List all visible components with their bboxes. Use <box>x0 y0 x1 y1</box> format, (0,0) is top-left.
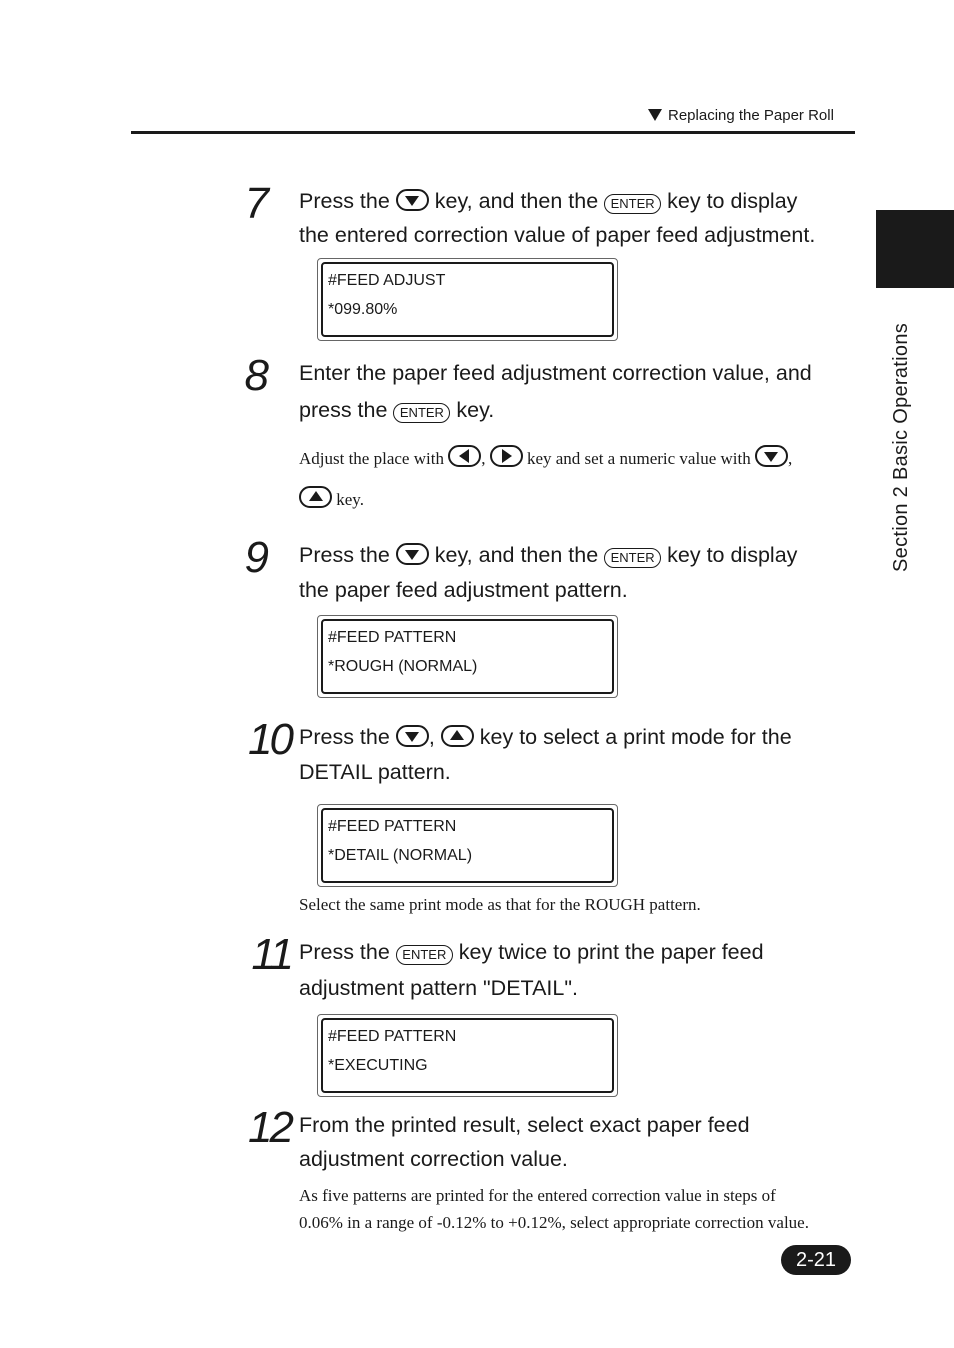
step-8-note-text: key and set a numeric value with <box>526 449 751 468</box>
step-7-text: key to display <box>667 189 798 213</box>
step-12-note-line-1: As five patterns are printed for the entered correction value in steps of <box>299 1186 776 1205</box>
left-key-icon <box>448 445 481 467</box>
enter-key-icon: ENTER <box>604 194 661 214</box>
step-7-line-2: the entered correction value of paper feed adjustment. <box>299 223 816 247</box>
step-8-number: 8 <box>244 351 266 400</box>
lcd-display-feed-pattern-executing <box>317 1014 618 1097</box>
section-tab <box>876 210 954 288</box>
step-9-line-1 <box>299 542 797 568</box>
lcd-display-feed-adjust <box>317 258 618 341</box>
header-title: Replacing the Paper Roll <box>668 107 834 124</box>
up-key-icon <box>441 725 474 747</box>
step-12-number: 12 <box>248 1103 291 1152</box>
step-11-line-2: adjustment pattern "DETAIL". <box>299 976 578 1000</box>
lcd-display-feed-pattern-rough <box>317 615 618 698</box>
step-7-line-1 <box>299 188 797 214</box>
lcd-display-feed-pattern-detail <box>317 804 618 887</box>
step-7-text: key, and then the <box>434 189 599 213</box>
down-key-icon <box>755 445 788 467</box>
step-10-text: Press the <box>299 725 390 749</box>
lcd-line-2: *099.80% <box>328 301 398 318</box>
up-key-icon <box>299 486 332 508</box>
step-8-note-text: Adjust the place with <box>299 449 444 468</box>
step-11-text: Press the <box>299 940 390 964</box>
enter-key-icon: ENTER <box>396 945 453 965</box>
step-8-note-text: key. <box>336 490 364 509</box>
step-12-note-line-2: 0.06% in a range of -0.12% to +0.12%, select appropriate correction value. <box>299 1213 809 1232</box>
step-10-line-2: DETAIL pattern. <box>299 760 451 784</box>
lcd-line-1: #FEED PATTERN <box>328 629 457 646</box>
step-7-number: 7 <box>244 179 266 228</box>
step-9-line-2: the paper feed adjustment pattern. <box>299 578 628 602</box>
step-11-line-1 <box>299 939 764 965</box>
step-9-text: Press the <box>299 543 390 567</box>
enter-key-icon: ENTER <box>393 403 450 423</box>
step-8-note-text: , <box>481 449 486 468</box>
step-8-note-line-2 <box>299 486 364 511</box>
step-10-text: key to select a print mode for the <box>479 725 792 749</box>
step-8-line-2 <box>299 397 494 423</box>
step-8-note-line-1 <box>299 445 792 470</box>
down-key-icon <box>396 189 429 211</box>
lcd-line-1: #FEED ADJUST <box>328 272 446 289</box>
section-label-text: Section 2 Basic Operations <box>890 322 912 572</box>
header-rule <box>131 131 855 134</box>
triangle-marker-icon <box>648 109 662 121</box>
down-key-icon <box>396 725 429 747</box>
enter-key-icon: ENTER <box>604 548 661 568</box>
section-label <box>886 298 916 578</box>
lcd-line-2: *DETAIL (NORMAL) <box>328 847 473 864</box>
step-12-line-2: adjustment correction value. <box>299 1147 568 1171</box>
step-10-text: , <box>428 725 435 749</box>
step-12-line-1: From the printed result, select exact paper feed <box>299 1113 750 1137</box>
step-9-text: key to display <box>667 543 798 567</box>
lcd-line-1: #FEED PATTERN <box>328 1028 457 1045</box>
step-8-note-text: , <box>787 449 793 468</box>
step-10-number: 10 <box>248 715 291 764</box>
step-11-text: key twice to print the paper feed <box>458 940 764 964</box>
lcd-line-2: *ROUGH (NORMAL) <box>328 658 478 675</box>
right-key-icon <box>490 445 523 467</box>
page-number: 2-21 <box>781 1245 851 1275</box>
step-8-text: key. <box>456 398 495 422</box>
running-header <box>648 107 834 124</box>
step-9-text: key, and then the <box>434 543 599 567</box>
step-8-line-1: Enter the paper feed adjustment correction value, and <box>299 361 812 385</box>
step-9-number: 9 <box>244 533 266 582</box>
lcd-line-1: #FEED PATTERN <box>328 818 457 835</box>
step-7-text: Press the <box>299 189 390 213</box>
step-10-line-1 <box>299 724 792 750</box>
step-10-note: Select the same print mode as that for the ROUGH pattern. <box>299 895 701 914</box>
step-11-number: 11 <box>251 930 291 979</box>
step-8-text: press the <box>299 398 388 422</box>
lcd-line-2: *EXECUTING <box>328 1057 428 1074</box>
down-key-icon <box>396 543 429 565</box>
